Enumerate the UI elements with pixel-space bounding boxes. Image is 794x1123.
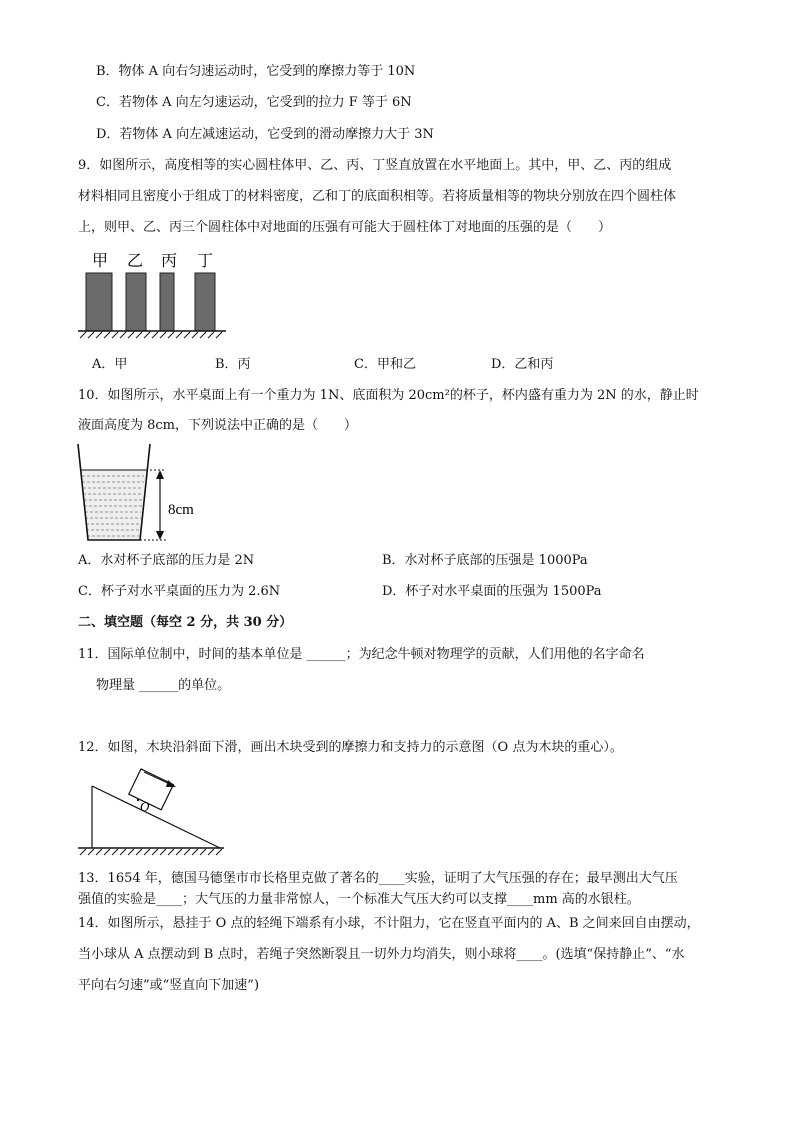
cylinder-label-yi: 乙 — [126, 251, 144, 270]
cylinder-label-jia: 甲 — [91, 251, 109, 270]
q10-option-a: A．水对杯子底部的压力是 2N — [78, 553, 255, 568]
cylinder-label-bing: 丙 — [160, 251, 178, 270]
q10-option-c: C．杯子对水平桌面的压力为 2.6N — [78, 584, 281, 599]
q9-option-b: B．丙 — [215, 357, 251, 372]
q10-cup-figure — [74, 440, 214, 544]
q9-option-a: A．甲 — [92, 357, 128, 372]
q12-incline-figure — [74, 766, 234, 860]
height-label: 8cm — [168, 502, 194, 518]
q9-stem-line1: 9．如图所示，高度相等的实心圆柱体甲、乙、丙、丁竖直放置在水平地面上。其中，甲、乙、丙的组成 — [78, 158, 672, 173]
cylinder-bing — [160, 273, 174, 331]
q8-option-d: D．若物体 A 向左减速运动，它受到的滑动摩擦力大于 3N — [96, 127, 434, 142]
q9-stem-line3: 上，则甲、乙、丙三个圆柱体中对地面的压强有可能大于圆柱体丁对地面的压强的是（ ） — [78, 220, 612, 235]
q11-stem-line1: 11．国际单位制中，时间的基本单位是 ______；为纪念牛顿对物理学的贡献，人们用他的名字命名 — [78, 647, 645, 662]
q14-stem-line1: 14．如图所示，悬挂于 O 点的轻绳下端系有小球，不计阻力，它在竖直平面内的 A、B 之间来回自由摆动， — [78, 916, 700, 931]
q12-stem-line1: 12．如图，木块沿斜面下滑，画出木块受到的摩擦力和支持力的示意图（O 点为木块的重心）。 — [78, 740, 623, 755]
q10-stem-line2: 液面高度为 8cm，下列说法中正确的是（ ） — [78, 418, 358, 433]
q13-stem-line2: 强值的实验是____；大气压的力量非常惊人，一个标准大气压大约可以支撑____mm 高的水银柱。 — [78, 892, 640, 907]
q11-stem-line2: 物理量 ______的单位。 — [96, 678, 231, 693]
q10-option-d: D．杯子对水平桌面的压强为 1500Pa — [382, 584, 602, 599]
q10-stem-line1: 10．如图所示，水平桌面上有一个重力为 1N、底面积为 20cm²的杯子，杯内盛有重力为 2N 的水，静止时 — [78, 388, 699, 403]
incline-ground-hatching — [80, 849, 222, 855]
q8-option-c: C．若物体 A 向左匀速运动，它受到的拉力 F 等于 6N — [96, 95, 412, 110]
q14-stem-line2: 当小球从 A 点摆动到 B 点时，若绳子突然断裂且一切外力均消失，则小球将____。(选填“保持静止”、“水 — [78, 947, 685, 962]
motion-arrow-head — [166, 780, 176, 787]
height-arrow-down-head — [156, 531, 164, 540]
cylinder-label-ding: 丁 — [196, 251, 214, 270]
center-of-mass-point — [137, 799, 139, 801]
cylinder-yi — [126, 273, 146, 331]
q9-stem-line2: 材料相同且密度小于组成丁的材料密度，乙和丁的底面积相等。若将质量相等的物块分别放在四个圆柱体 — [78, 189, 677, 204]
q14-stem-line3: 平向右匀速”或“竖直向下加速”) — [78, 978, 260, 993]
center-of-mass-label: O — [140, 799, 150, 814]
ground-hatching — [80, 332, 222, 338]
q10-option-b: B．水对杯子底部的压强是 1000Pa — [382, 553, 588, 568]
height-arrow-up-head — [156, 470, 164, 479]
q9-option-d: D．乙和丙 — [491, 357, 554, 372]
q8-option-b: B．物体 A 向右匀速运动时，它受到的摩擦力等于 10N — [96, 64, 416, 79]
q9-cylinders-figure — [74, 248, 234, 344]
q9-option-c: C．甲和乙 — [354, 357, 416, 372]
water-fill — [80, 470, 146, 540]
cylinder-jia — [86, 273, 112, 331]
section-heading-fill-in: 二、填空题（每空 2 分，共 30 分） — [78, 615, 293, 630]
q13-stem-line1: 13．1654 年，德国马德堡市市长格里克做了著名的____实验，证明了大气压强的存在；最早测出大气压 — [78, 871, 678, 886]
cylinder-ding — [195, 273, 215, 331]
